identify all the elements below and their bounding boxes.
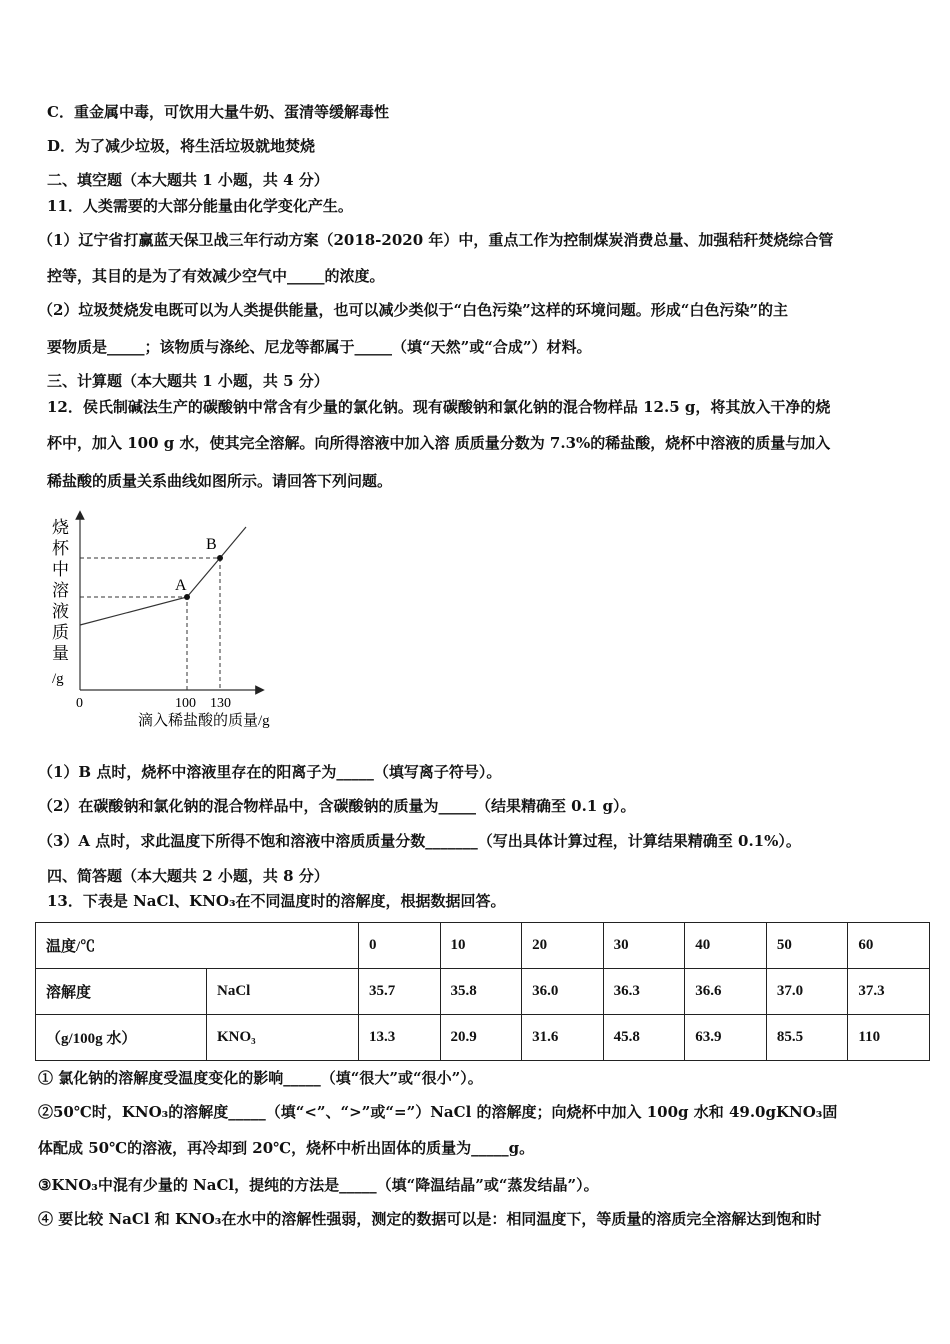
table-cell: 温度/℃ <box>36 923 359 969</box>
table-cell: 45.8 <box>603 1015 685 1061</box>
table-cell: 36.0 <box>522 969 604 1015</box>
mass-graph <box>40 505 300 735</box>
q13-part4: ④ 要比较 NaCl 和 KNO₃在水中的溶解性强弱，测定的数据可以是：相同温度下，等质量的溶质完全溶解达到饱和时 <box>38 1210 822 1228</box>
text: 杯 <box>52 539 69 558</box>
table-cell: 40 <box>685 923 767 969</box>
curve <box>80 527 246 625</box>
text: 中 <box>52 560 69 579</box>
table-cell: 50 <box>766 923 848 969</box>
option-d: D．为了减少垃圾，将生活垃圾就地焚烧 <box>47 137 316 155</box>
table-cell: 溶解度 <box>36 969 207 1015</box>
q11-part1-line2: 控等，其目的是为了有效减少空气中_____的浓度。 <box>47 267 385 285</box>
table-cell: 36.6 <box>685 969 767 1015</box>
q12-line2: 杯中，加入 100 g 水，使其完全溶解。向所得溶液中加入溶 质质量分数为 7.3%的稀盐酸，烧杯中溶液的质量与加入 <box>47 434 831 452</box>
table-cell: 20.9 <box>440 1015 522 1061</box>
table-row <box>36 969 930 1015</box>
table-cell: 37.0 <box>766 969 848 1015</box>
y-axis-label <box>52 518 70 687</box>
table-row <box>36 1015 930 1061</box>
text: /g <box>52 671 64 687</box>
table-cell: 36.3 <box>603 969 685 1015</box>
text: 液 <box>52 602 69 621</box>
q12-part1: （1）B 点时，烧杯中溶液里存在的阳离子为_____（填写离子符号）。 <box>38 763 502 781</box>
label-a: A <box>175 577 187 594</box>
q12-line3: 稀盐酸的质量关系曲线如图所示。请回答下列问题。 <box>47 472 393 490</box>
table-cell: 37.3 <box>848 969 930 1015</box>
q11-part1-line1: （1）辽宁省打赢蓝天保卫战三年行动方案（2018-2020 年）中，重点工作为控制煤炭消费总量、加强秸秆焚烧综合管 <box>38 231 834 249</box>
table-cell: （g/100g 水） <box>36 1015 207 1061</box>
table-cell: 31.6 <box>522 1015 604 1061</box>
q13-part1: ① 氯化钠的溶解度受温度变化的影响_____（填“很大”或“很小”）。 <box>38 1069 483 1087</box>
question-13: 13．下表是 NaCl、KNO₃在不同温度时的溶解度，根据数据回答。 <box>47 892 506 910</box>
table-cell: 0 <box>358 923 440 969</box>
table-cell: 35.8 <box>440 969 522 1015</box>
q11-part2-line2: 要物质是_____；该物质与涤纶、尼龙等都属于_____（填“天然”或“合成”）材料。 <box>47 338 592 356</box>
section-3-heading: 三、计算题（本大题共 1 小题，共 5 分） <box>47 372 329 390</box>
table-row <box>36 923 930 969</box>
q13-part2-line1: ②50℃时，KNO₃的溶解度_____（填“<”、“>”或“=”）NaCl 的溶解度；向烧杯中加入 100g 水和 49.0gKNO₃固 <box>38 1103 838 1121</box>
text: 烧 <box>52 518 69 537</box>
q11-part2-line1: （2）垃圾焚烧发电既可以为人类提供能量，也可以减少类似于“白色污染”这样的环境问题。形成“白色污染”的主 <box>38 301 788 319</box>
text: 溶 <box>52 581 69 600</box>
table-cell: 60 <box>848 923 930 969</box>
table-cell: 20 <box>522 923 604 969</box>
option-c: C．重金属中毒，可饮用大量牛奶、蛋清等缓解毒性 <box>47 103 389 121</box>
point-b <box>217 555 223 561</box>
tick-0: 0 <box>76 696 83 711</box>
table-cell: 10 <box>440 923 522 969</box>
label-b: B <box>206 536 217 553</box>
q13-part3: ③KNO₃中混有少量的 NaCl，提纯的方法是_____（填“降温结晶”或“蒸发结晶”）。 <box>38 1176 599 1194</box>
q12-part2: （2）在碳酸钠和氯化钠的混合物样品中，含碳酸钠的质量为_____（结果精确至 0.1 g）。 <box>38 797 636 815</box>
tick-130: 130 <box>210 696 231 711</box>
table-cell: 85.5 <box>766 1015 848 1061</box>
solubility-table <box>35 922 930 1061</box>
section-4-heading: 四、简答题（本大题共 2 小题，共 8 分） <box>47 867 329 885</box>
table-cell: 110 <box>848 1015 930 1061</box>
point-a <box>184 594 190 600</box>
table-cell: 13.3 <box>358 1015 440 1061</box>
table-cell: NaCl <box>207 969 359 1015</box>
question-11: 11．人类需要的大部分能量由化学变化产生。 <box>47 197 353 215</box>
table-cell: KNO₃ <box>207 1015 359 1061</box>
q12-line1: 12．侯氏制碱法生产的碳酸钠中常含有少量的氯化钠。现有碳酸钠和氯化钠的混合物样品 12.5 g，将其放入干净的烧 <box>47 398 831 416</box>
table-cell: 30 <box>603 923 685 969</box>
tick-100: 100 <box>175 696 196 711</box>
q13-part2-line2: 体配成 50℃的溶液，再冷却到 20℃，烧杯中析出固体的质量为_____g。 <box>38 1139 535 1157</box>
q12-part3: （3）A 点时，求此温度下所得不饱和溶液中溶质质量分数_______（写出具体计算过程，计算结果精确至 0.1%）。 <box>38 832 801 850</box>
text: 量 <box>52 644 69 663</box>
table-cell: 35.7 <box>358 969 440 1015</box>
table-cell: 63.9 <box>685 1015 767 1061</box>
section-2-heading: 二、填空题（本大题共 1 小题，共 4 分） <box>47 171 329 189</box>
x-axis-label: 滴入稀盐酸的质量/g <box>138 713 270 729</box>
guide-lines <box>80 558 220 690</box>
text: 质 <box>52 623 69 642</box>
